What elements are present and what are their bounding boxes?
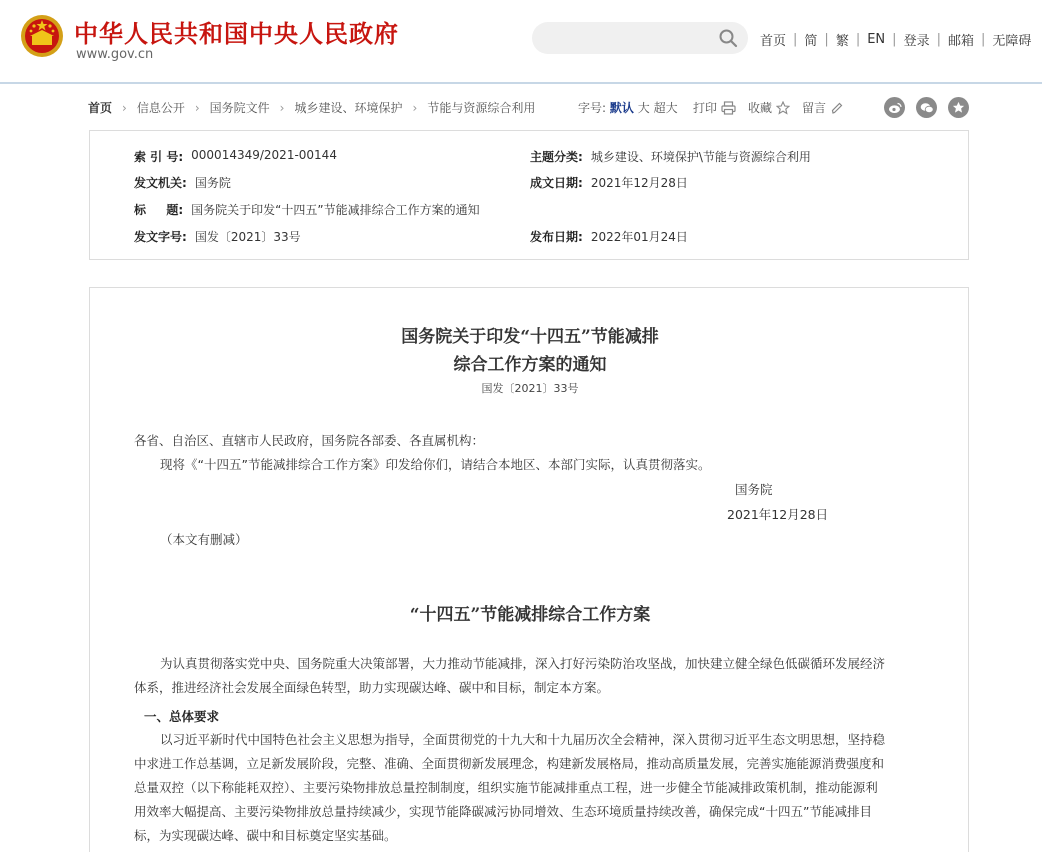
section-1-line: 以习近平新时代中国特色社会主义思想为指导，全面贯彻党的十九大和十九届历次全会精神，深入贯彻习近平生态文明思想，坚持稳: [160, 732, 886, 747]
meta-issuer-row: [134, 174, 231, 191]
meta-date-label: 成文日期:: [530, 176, 583, 190]
meta-index-row: [134, 148, 337, 165]
section-1-line: 标，为实现碳达峰、碳中和目标奠定坚实基础。: [134, 828, 397, 843]
breadcrumb-home[interactable]: 首页: [88, 101, 113, 115]
nav-accessibility[interactable]: 无障碍: [992, 34, 1032, 49]
national-emblem-icon[interactable]: [20, 14, 64, 58]
breadcrumb-state-council-docs[interactable]: 国务院文件: [209, 101, 270, 115]
print-button[interactable]: [693, 99, 736, 116]
meta-category-value: 城乡建设、环境保护\节能与资源综合利用: [590, 150, 811, 164]
chevron-right-icon: ›: [194, 100, 200, 115]
meta-index-value: 000014349/2021-00144: [191, 148, 337, 162]
wechat-icon[interactable]: [916, 97, 937, 118]
search-icon[interactable]: [718, 28, 738, 48]
nav-login[interactable]: 登录: [903, 34, 930, 49]
printer-icon: [721, 101, 736, 115]
section-heading: 一、总体要求: [144, 709, 220, 724]
search-input[interactable]: [532, 22, 748, 54]
article-sign-date: 2021年12月28日: [727, 507, 829, 522]
meta-index-label: 索 引 号:: [134, 150, 184, 164]
article-note: （本文有删减）: [160, 532, 248, 547]
favorite-label: 收藏: [748, 101, 773, 115]
meta-date-row: [530, 174, 688, 191]
chevron-right-icon: ›: [122, 100, 127, 115]
breadcrumb-energy-saving[interactable]: 节能与资源综合利用: [427, 101, 536, 115]
favorite-button[interactable]: [748, 99, 790, 116]
plan-intro-line: 体系，推进经济社会发展全面绿色转型，助力实现碳达峰、碳中和目标，制定本方案。: [134, 680, 610, 695]
nav-separator: |: [824, 32, 829, 47]
meta-pubdate-row: [530, 228, 688, 245]
nav-home[interactable]: 首页: [760, 34, 787, 49]
font-size-default[interactable]: 默认: [609, 101, 634, 115]
font-size-label: 字号:: [578, 101, 607, 115]
section-1-line: 总量双控（以下称能耗双控）、主要污染物排放总量控制制度，组织实施节能减排重点工程，进一步健全节能减排政策机制，推动能源利: [134, 780, 878, 795]
meta-docno-row: [134, 228, 301, 245]
article-doc-number: 国发〔2021〕33号: [481, 382, 579, 395]
breadcrumb-urban-env[interactable]: 城乡建设、环境保护: [294, 101, 403, 115]
comment-label: 留言: [802, 101, 827, 115]
nav-separator: |: [980, 32, 986, 47]
social-share: [884, 97, 980, 118]
nav-english[interactable]: EN: [867, 32, 886, 47]
nav-separator: |: [855, 32, 861, 47]
comment-button[interactable]: [802, 99, 843, 116]
font-size-selector: [578, 99, 678, 116]
meta-docno-label: 发文字号:: [134, 230, 187, 244]
meta-pubdate-value: 2022年01月24日: [590, 230, 688, 244]
print-label: 打印: [693, 101, 718, 115]
plan-title: “十四五”节能减排综合工作方案: [409, 605, 651, 625]
nav-separator: |: [793, 32, 798, 47]
nav-mailbox[interactable]: 邮箱: [947, 34, 974, 49]
meta-category-label: 主题分类:: [530, 150, 583, 164]
meta-category-row: [530, 148, 811, 165]
article-title-line-1: 国务院关于印发“十四五”节能减排: [401, 327, 659, 347]
page-tools: [693, 99, 855, 116]
plan-intro: [134, 652, 934, 700]
nav-separator: |: [892, 32, 897, 47]
chevron-right-icon: ›: [412, 100, 418, 115]
plan-intro-line: 为认真贯彻落实党中央、国务院重大决策部署，大力推动节能减排，深入打好污染防治攻坚战，加快建立健全绿色低碳循环发展经济: [160, 656, 886, 671]
section-1-line: 用效率大幅提高、主要污染物排放总量持续减少，实现节能降碳减污协同增效、生态环境质量持续改善，确保完成“十四五”节能减排目: [134, 804, 872, 819]
chevron-right-icon: ›: [279, 100, 285, 115]
breadcrumb: [88, 99, 535, 116]
article-salutation: 各省、自治区、直辖市人民政府，国务院各部委、各直属机构：: [134, 433, 485, 448]
favorites-star-icon[interactable]: [948, 97, 969, 118]
top-nav: [760, 30, 1031, 49]
article-title-line-2: 综合工作方案的通知: [453, 355, 607, 375]
meta-title-row: [134, 201, 480, 218]
breadcrumb-info-public[interactable]: 信息公开: [136, 101, 185, 115]
meta-issuer-value: 国务院: [194, 176, 231, 190]
section-1-text: [134, 728, 934, 848]
pencil-icon: [830, 101, 843, 115]
font-size-large[interactable]: 大: [637, 101, 650, 115]
nav-simplified[interactable]: 简: [804, 34, 818, 49]
site-header: [0, 0, 1042, 84]
site-url: www.gov.cn: [76, 47, 154, 62]
article-signature: 国务院: [735, 482, 773, 497]
meta-title-label: 标 题:: [134, 203, 184, 217]
meta-pubdate-label: 发布日期:: [530, 230, 583, 244]
meta-date-value: 2021年12月28日: [590, 176, 688, 190]
meta-issuer-label: 发文机关:: [134, 176, 187, 190]
meta-docno-value: 国发〔2021〕33号: [194, 230, 301, 244]
document-metadata-table: [89, 130, 969, 260]
star-icon: [776, 101, 790, 115]
font-size-xlarge[interactable]: 超大: [653, 101, 678, 115]
article-paragraph: 现将《“十四五”节能减排综合工作方案》印发给你们，请结合本地区、本部门实际，认真贯彻落实。: [160, 457, 711, 472]
weibo-icon[interactable]: [884, 97, 905, 118]
section-1-line: 中求进工作总基调，立足新发展阶段，完整、准确、全面贯彻新发展理念，构建新发展格局，推动高质量发展，完善实施能源消费强度和: [134, 756, 885, 771]
article-body: [89, 287, 969, 852]
site-title[interactable]: 中华人民共和国中央人民政府: [74, 19, 399, 48]
nav-traditional[interactable]: 繁: [835, 34, 849, 49]
meta-title-value: 国务院关于印发“十四五”节能减排综合工作方案的通知: [191, 203, 480, 217]
nav-separator: |: [936, 32, 941, 47]
